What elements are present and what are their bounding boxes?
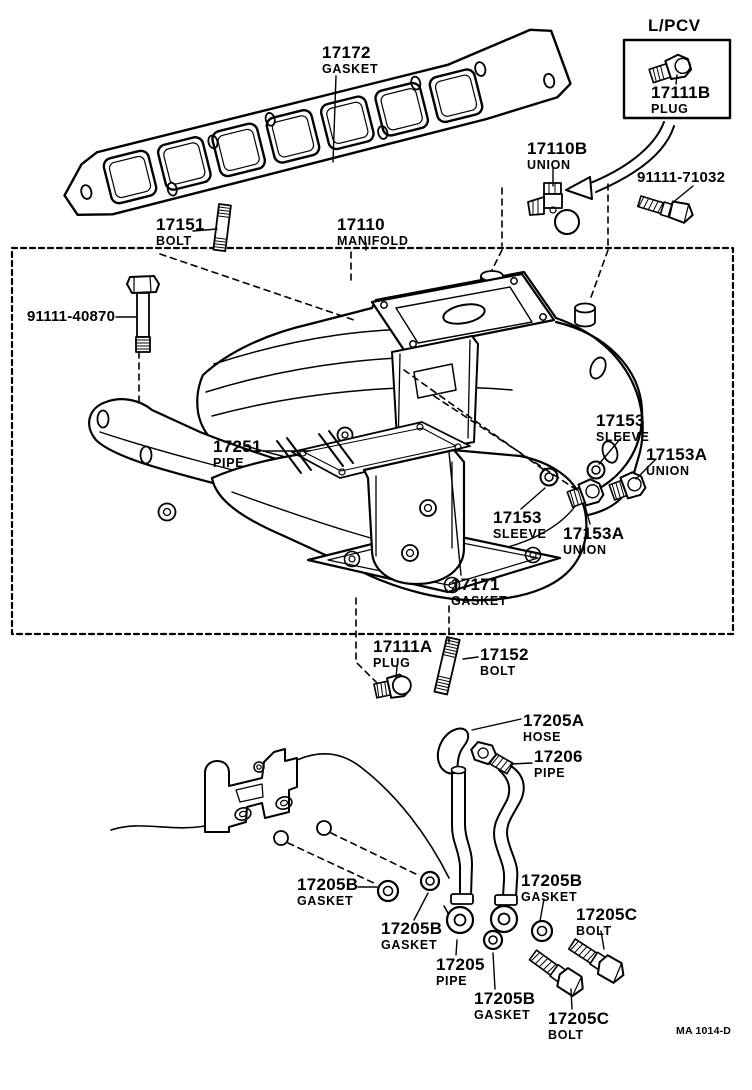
- part-label-17153-upper: 17153 SLEEVE: [596, 411, 650, 444]
- inset-title: L/PCV: [648, 16, 701, 35]
- sleeve-17153-upper-drawing: [588, 462, 605, 479]
- part-label-17206: 17206 PIPE: [534, 747, 583, 780]
- part-label-91111-40870: 91111-40870: [27, 308, 116, 325]
- part-label-17111A: 17111A PLUG: [373, 637, 433, 670]
- part-label-17153A-lower: 17153A UNION: [563, 524, 625, 557]
- part-label-17153A-upper: 17153A UNION: [646, 445, 708, 478]
- gasket-17172-drawing: [53, 24, 574, 225]
- stud-17152-drawing: [434, 637, 459, 694]
- part-label-17205A: 17205A HOSE: [523, 711, 585, 744]
- bolt-91111-71032-drawing: [637, 190, 695, 224]
- drawing-code: MA 1014-D: [676, 1025, 732, 1037]
- part-label-17172: 17172 GASKET: [322, 43, 379, 76]
- part-label-17205: 17205 PIPE: [436, 955, 485, 988]
- part-label-17152: 17152 BOLT: [480, 645, 529, 678]
- plug-17111A-drawing: [373, 673, 413, 702]
- part-label-17153-lower: 17153 SLEEVE: [493, 508, 547, 541]
- part-label-17111B: 17111B PLUG: [651, 83, 711, 116]
- part-label-17205B-bottom: 17205B GASKET: [474, 989, 536, 1022]
- stud-17151-drawing: [213, 204, 231, 251]
- part-label-91111-71032: 91111-71032: [637, 169, 726, 186]
- part-label-17205C-upper: 17205C BOLT: [576, 905, 638, 938]
- part-label-17151: 17151 BOLT: [156, 215, 205, 248]
- part-label-17205B-mid: 17205B GASKET: [381, 919, 443, 952]
- part-label-17110: 17110 MANIFOLD: [337, 215, 409, 248]
- mount-hole: [317, 821, 331, 835]
- pipe-17205-drawing: [447, 767, 473, 934]
- bracket-drawing: [205, 749, 331, 845]
- mount-hole: [274, 831, 288, 845]
- manifold-front-runner: [364, 450, 464, 584]
- part-label-17110B: 17110B UNION: [527, 139, 588, 172]
- part-label-17171: 17171 GASKET: [451, 575, 508, 608]
- part-label-17205B-right: 17205B GASKET: [521, 871, 583, 904]
- hose-17205A-drawing: [438, 728, 468, 773]
- part-label-17251: 17251 PIPE: [213, 437, 262, 470]
- bolt-91111-40870-drawing: [127, 276, 159, 352]
- plug-17111B-drawing: [648, 52, 694, 86]
- part-label-17205C-lower: 17205C BOLT: [548, 1009, 610, 1042]
- pipe-17206-drawing: [468, 738, 524, 932]
- part-label-17205B-left: 17205B GASKET: [297, 875, 359, 908]
